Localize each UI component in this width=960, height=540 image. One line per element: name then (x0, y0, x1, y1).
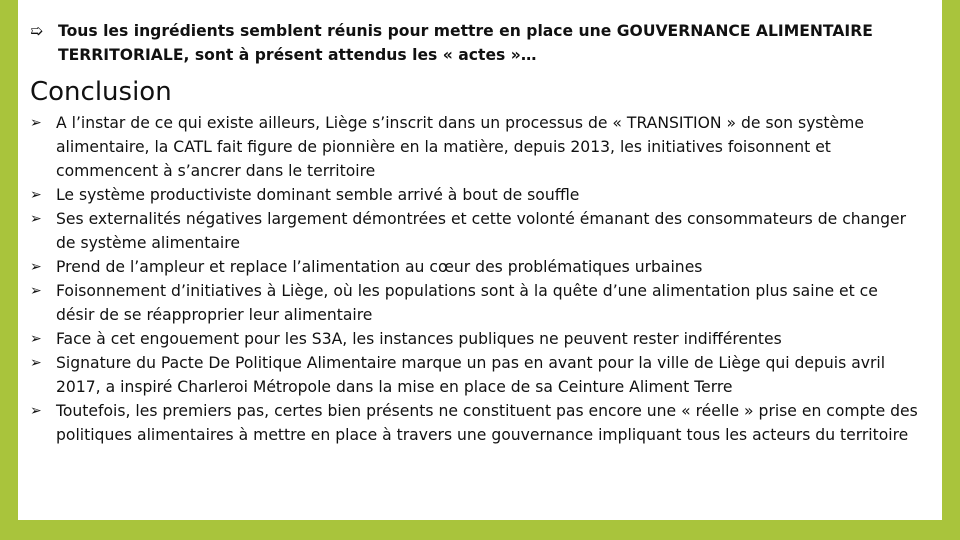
bullet-arrow-icon: ➢ (30, 283, 42, 299)
bullet-arrow-icon: ➢ (30, 259, 42, 275)
intro-paragraph (30, 19, 920, 67)
list-item (30, 351, 920, 399)
bullet-arrow-icon: ➢ (30, 211, 42, 227)
list-item (30, 255, 920, 279)
list-item (30, 111, 920, 183)
bullet-arrow-icon: ➢ (30, 187, 42, 203)
bullet-arrow-icon: ➢ (30, 331, 42, 347)
list-item-text: Face à cet engouement pour les S3A, les instances publiques ne peuvent rester indifférentes (56, 330, 782, 348)
intro-text: Tous les ingrédients semblent réunis pour mettre en place une GOUVERNANCE ALIMENTAIRE TERRITORIALE, sont à présent attendus les « actes »… (58, 22, 873, 64)
list-item-text: Signature du Pacte De Politique Alimentaire marque un pas en avant pour la ville de Liège qui depuis avril 2017, a inspiré Charleroi Métropole dans la mise en place de sa Ceinture Aliment Terre (56, 354, 886, 396)
list-item-text: Ses externalités négatives largement démontrées et cette volonté émanant des consommateurs de changer de système alimentaire (56, 210, 906, 252)
list-item (30, 207, 920, 255)
list-item-text: Foisonnement d’initiatives à Liège, où les populations sont à la quête d’une alimentation plus saine et ce désir de se réapproprier leur alimentaire (56, 282, 878, 324)
list-item-text: A l’instar de ce qui existe ailleurs, Liège s’inscrit dans un processus de « TRANSITION » de son système alimentaire, la CATL fait figure de pionnière en la matière, depuis 2013, les initiatives foisonnent et commencent à s’ancrer dans le territoire (56, 114, 864, 180)
slide-content (30, 19, 920, 447)
list-item (30, 183, 920, 207)
arrow-icon: ➯ (30, 22, 44, 40)
bullet-arrow-icon: ➢ (30, 403, 42, 419)
list-item (30, 279, 920, 327)
bullet-arrow-icon: ➢ (30, 355, 42, 371)
list-item (30, 327, 920, 351)
list-item-text: Prend de l’ampleur et replace l’alimentation au cœur des problématiques urbaines (56, 258, 703, 276)
list-item (30, 399, 920, 447)
list-item-text: Le système productiviste dominant semble arrivé à bout de souffle (56, 186, 580, 204)
bullet-arrow-icon: ➢ (30, 115, 42, 131)
section-title: Conclusion (30, 77, 172, 107)
list-item-text: Toutefois, les premiers pas, certes bien présents ne constituent pas encore une « réelle » prise en compte des politiques alimentaires à mettre en place à travers une gouvernance impliquant tous les acteurs du territoire (56, 402, 918, 444)
conclusion-list (30, 111, 920, 447)
